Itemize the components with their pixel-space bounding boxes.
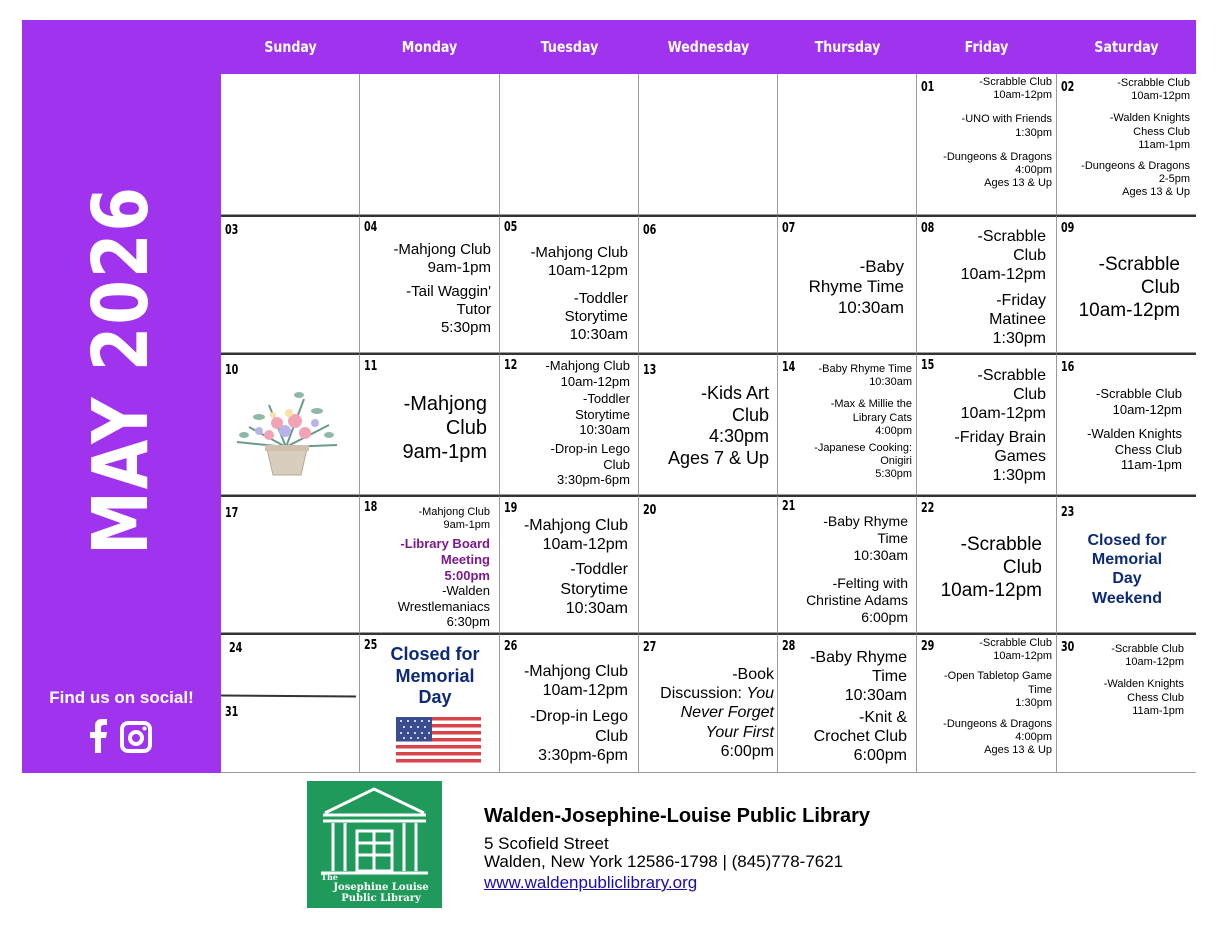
calendar-cell-may-15 xyxy=(917,353,1057,495)
event-list: -Mahjong Club 9am-1pm -Library Board Meeting 5:00pm -Walden Wrestlemaniacs 6:30pm xyxy=(397,506,490,630)
day-friday: Friday xyxy=(964,38,1009,56)
calendar-cell-may-30 xyxy=(1057,633,1196,773)
calendar-cell xyxy=(500,74,639,215)
month-title: MAY 2026 xyxy=(77,185,167,555)
date-number: 08 xyxy=(921,221,935,236)
calendar-cell-may-10 xyxy=(221,353,360,495)
calendar-cell-may-02 xyxy=(1057,74,1196,215)
split-divider xyxy=(221,695,356,698)
calendar-cell-may-25 xyxy=(360,633,500,773)
date-number: 13 xyxy=(643,363,657,378)
social-label: Find us on social! xyxy=(49,688,194,707)
event-list: -Mahjong Club 10am-12pm -Toddler Storytime 10:30am -Drop-in Lego Club 3:30pm-6pm xyxy=(545,358,630,488)
date-number: 11 xyxy=(364,359,378,374)
date-number: 12 xyxy=(504,358,518,373)
event-list: -Scrabble Club 10am-12pm xyxy=(940,534,1042,601)
flower-pot-illustration xyxy=(229,387,344,479)
date-number: 27 xyxy=(643,640,657,655)
date-number: 24 xyxy=(229,641,243,656)
event-list: -Scrabble Club 10am-12pm -Friday Brain Games 1:30pm xyxy=(954,367,1046,484)
date-number: 07 xyxy=(782,221,796,236)
event-list: -Scrabble Club 10am-12pm -Walden Knights Chess Club 11am-1pm -Dungeons & Dragons 2-5pm Ages 13 & Up xyxy=(1081,77,1190,199)
instagram-icon[interactable] xyxy=(120,721,152,753)
calendar-cell-may-12 xyxy=(500,353,639,495)
event-list: -Baby Rhyme Time 10:30am -Max & Millie the Library Cats 4:00pm -Japanese Cooking: Onigiri 5:30pm xyxy=(814,363,912,481)
date-number: 03 xyxy=(225,223,239,238)
calendar-cell-may-06 xyxy=(639,215,778,353)
calendar-cell-may-14 xyxy=(778,353,917,495)
calendar-cell-may-16 xyxy=(1057,353,1196,495)
calendar-cell-may-01 xyxy=(917,74,1057,215)
event-list: -Baby Rhyme Time 10:30am xyxy=(808,257,904,317)
day-thursday: Thursday xyxy=(814,38,881,56)
date-number: 04 xyxy=(364,220,378,235)
event-list: -Scrabble Club 10am-12pm -Walden Knights Chess Club 11am-1pm xyxy=(1087,386,1182,473)
calendar-cell-may-09 xyxy=(1057,215,1196,353)
event-list: -Scrabble Club 10am-12pm -Open Tabletop Game Time 1:30pm -Dungeons & Dragons 4:00pm Ages 13 & Up xyxy=(943,637,1052,757)
event-list: -Kids Art Club 4:30pm Ages 7 & Up xyxy=(667,383,769,468)
calendar-cell-may-03 xyxy=(221,215,360,353)
date-number: 05 xyxy=(504,220,518,235)
date-number: 30 xyxy=(1061,640,1075,655)
calendar-cell-may-18 xyxy=(360,495,500,633)
date-number: 16 xyxy=(1061,360,1075,375)
date-number: 19 xyxy=(504,501,518,516)
day-wednesday: Wednesday xyxy=(667,38,750,56)
calendar-cell-may-11 xyxy=(360,353,500,495)
date-number: 22 xyxy=(921,501,935,516)
date-number: 20 xyxy=(643,503,657,518)
date-number: 14 xyxy=(782,360,796,375)
calendar-cell-may-26 xyxy=(500,633,639,773)
calendar-cell xyxy=(221,74,360,215)
street-address: 5 Scofield Street xyxy=(484,834,609,853)
date-number: 17 xyxy=(225,506,239,521)
closed-notice: Closed for Memorial Day Weekend xyxy=(1087,532,1167,607)
day-monday: Monday xyxy=(401,38,458,56)
calendar-cell-may-17 xyxy=(221,495,360,633)
date-number: 26 xyxy=(504,639,518,654)
day-saturday: Saturday xyxy=(1094,38,1159,56)
date-number: 29 xyxy=(921,639,935,654)
calendar-cell-may-27 xyxy=(639,633,778,773)
calendar-cell-may-29 xyxy=(917,633,1057,773)
date-number: 25 xyxy=(364,638,378,653)
date-number: 28 xyxy=(782,639,796,654)
city-phone: Walden, New York 12586-1798 | (845)778-7621 xyxy=(484,852,844,871)
date-number: 06 xyxy=(643,223,657,238)
date-number: 10 xyxy=(225,363,239,378)
event-list: -Scrabble Club 10am-12pm -UNO with Friends 1:30pm -Dungeons & Dragons 4:00pm Ages 13 & Up xyxy=(943,76,1052,190)
calendar-cell xyxy=(778,74,917,215)
date-number: 15 xyxy=(921,358,935,373)
date-number: 18 xyxy=(364,500,378,515)
calendar-cell-may-19 xyxy=(500,495,639,633)
date-number: 02 xyxy=(1061,80,1075,95)
event-list: -Mahjong Club 10am-12pm -Drop-in Lego Club 3:30pm-6pm xyxy=(523,663,628,764)
library-logo: The Josephine Louise Public Library xyxy=(307,781,442,908)
day-sunday: Sunday xyxy=(264,38,317,56)
calendar-cell-may-05 xyxy=(500,215,639,353)
calendar-cell-may-20 xyxy=(639,495,778,633)
event-list: -Mahjong Club 9am-1pm xyxy=(402,393,487,463)
event-list: -Scrabble Club 10am-12pm xyxy=(1078,254,1180,321)
day-tuesday: Tuesday xyxy=(540,38,599,56)
calendar-cell-may-08 xyxy=(917,215,1057,353)
calendar-cell-may-28 xyxy=(778,633,917,773)
calendar-cell-may-22 xyxy=(917,495,1057,633)
calendar-cell xyxy=(360,74,500,215)
event-list: -Scrabble Club 10am-12pm -Walden Knights Chess Club 11am-1pm xyxy=(1103,643,1184,717)
date-number: 09 xyxy=(1061,221,1075,236)
closed-notice: Closed for Memorial Day xyxy=(390,644,480,708)
calendar-cell xyxy=(639,74,778,215)
event-list: -Book Discussion: You Never Forget Your First 6:00pm xyxy=(660,666,774,760)
event-list: -Baby Rhyme Time 10:30am -Knit & Crochet Club 6:00pm xyxy=(810,649,907,764)
calendar-cell-may-07 xyxy=(778,215,917,353)
date-number: 23 xyxy=(1061,505,1075,520)
event-list: -Mahjong Club 9am-1pm -Tail Waggin' Tutor 5:30pm xyxy=(393,241,491,336)
event-list: -Mahjong Club 10am-12pm -Toddler Storytime 10:30am xyxy=(523,517,628,617)
calendar-cell-may-23 xyxy=(1057,495,1196,633)
event-list: -Mahjong Club 10am-12pm -Toddler Storytime 10:30am xyxy=(530,244,628,343)
date-number: 31 xyxy=(225,705,239,720)
event-list: -Scrabble Club 10am-12pm -Friday Matinee 1:30pm xyxy=(960,228,1046,347)
date-number: 01 xyxy=(921,80,935,95)
us-flag-icon xyxy=(396,717,481,763)
date-number: 21 xyxy=(782,499,796,514)
calendar-cell-may-04 xyxy=(360,215,500,353)
event-list: -Baby Rhyme Time 10:30am -Felting with Christine Adams 6:00pm xyxy=(806,513,908,625)
facebook-icon[interactable] xyxy=(89,719,107,753)
calendar-cell-may-21 xyxy=(778,495,917,633)
calendar-cell-may-24-31 xyxy=(221,633,360,773)
library-name: Walden-Josephine-Louise Public Library xyxy=(484,805,870,827)
website-link[interactable]: www.waldenpubliclibrary.org xyxy=(484,873,698,892)
calendar-cell-may-13 xyxy=(639,353,778,495)
